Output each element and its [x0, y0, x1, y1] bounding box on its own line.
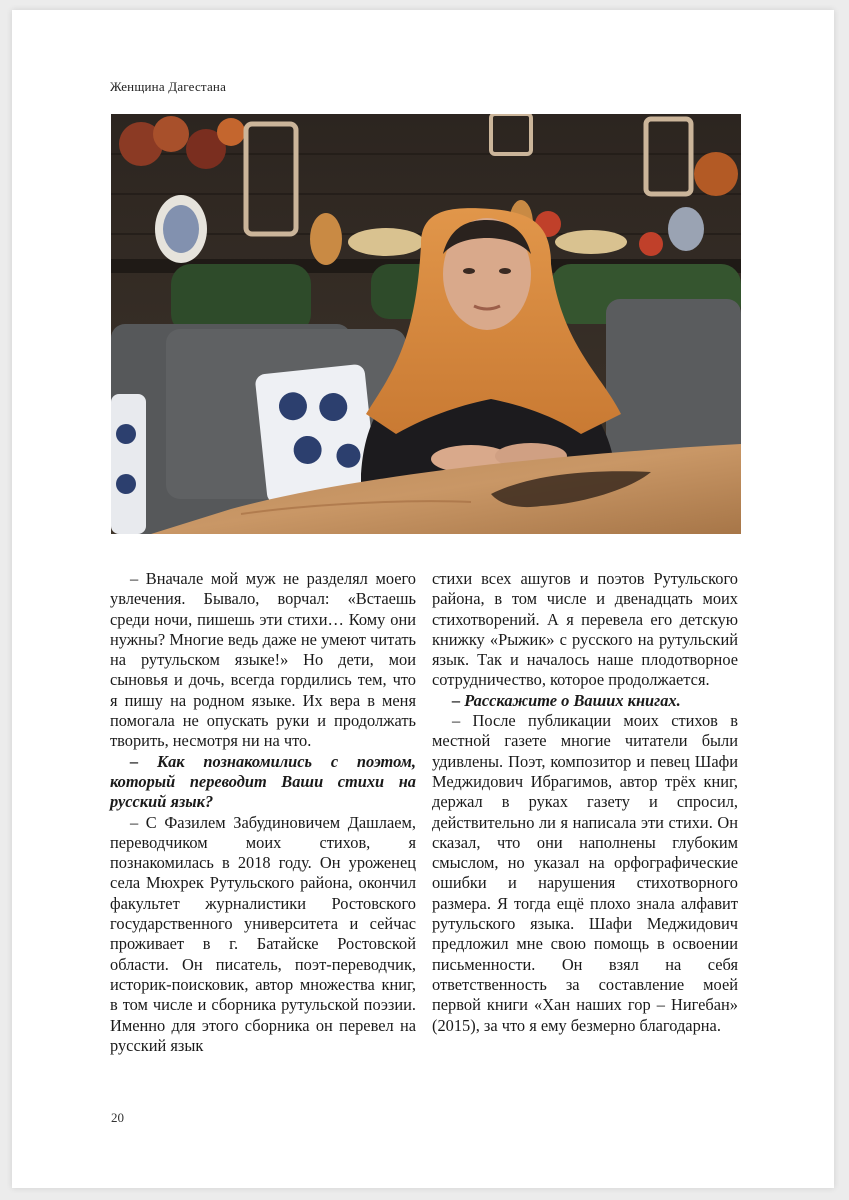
left-text-column [110, 569, 416, 1056]
page-number: 20 [111, 1110, 124, 1125]
magazine-page [12, 10, 834, 1188]
answer-paragraph: – После публикации моих стихов в местной газете многие читатели были удивлены. Поэт, композитор и певец Шафи Меджидович Ибрагимов, автор трёх книг, держал в руках газету и спросил, действительно ли я написала эти стихи. Он сказал, что они наполнены глубоким смыслом, но указал на орфографические ошибки и нарушения стихотворного размера. Я тогда ещё плохо знала алфавит рутульского языка. Шафи Меджидович предложил мне свою помощь в освоении письменности. Он взял на себя ответственность за составление моей первой книги «Хан наших гор – Нигебан» (2015), за что я ему безмерно благодарна. [432, 711, 738, 1035]
continued-paragraph: стихи всех ашугов и поэтов Рутульского района, в том числе и двенадцать моих стихотворений. А я перевела его детскую книжку «Рыжик» с русского на рутульский язык. Так и началось наше плодотворное сотрудничество, которое продолжается. [432, 569, 738, 690]
answer-paragraph: – С Фазилем Забудиновичем Дашлаем, переводчиком моих стихов, я познакомилась в 2018 году. Он уроженец села Мюхрек Рутульского района, окончил факультет журналистики Ростовского государственного университета и сейчас проживает в г. Батайске Ростовской области. Он писатель, поэт-переводчик, историк-поисковик, автор множества книг, в том числе и сборника рутульской поэзии. Именно для этого сборника он перевел на русский язык [110, 812, 416, 1055]
interview-question: – Расскажите о Ваших книгах. [452, 690, 681, 710]
portrait-photo [111, 114, 741, 534]
answer-paragraph: – Вначале мой муж не разделял моего увлечения. Бывало, ворчал: «Встаешь среди ночи, пишешь эти стихи… Кому они нужны? Многие ведь даже не умеют читать на рутульском языке!» Но дети, мои сыновья и дочь, всегда гордились тем, что я пишу на родном языке. Их вера в меня помогала не опускать руки и продолжать творить, несмотря ни на что. [110, 569, 416, 751]
interview-question: – Как познакомились с поэтом, который переводит Ваши стихи на русский язык? [110, 751, 416, 812]
right-text-column [432, 569, 738, 1036]
photo-woman-in-orange-headscarf [111, 114, 741, 534]
running-header: Женщина Дагестана [110, 79, 227, 94]
